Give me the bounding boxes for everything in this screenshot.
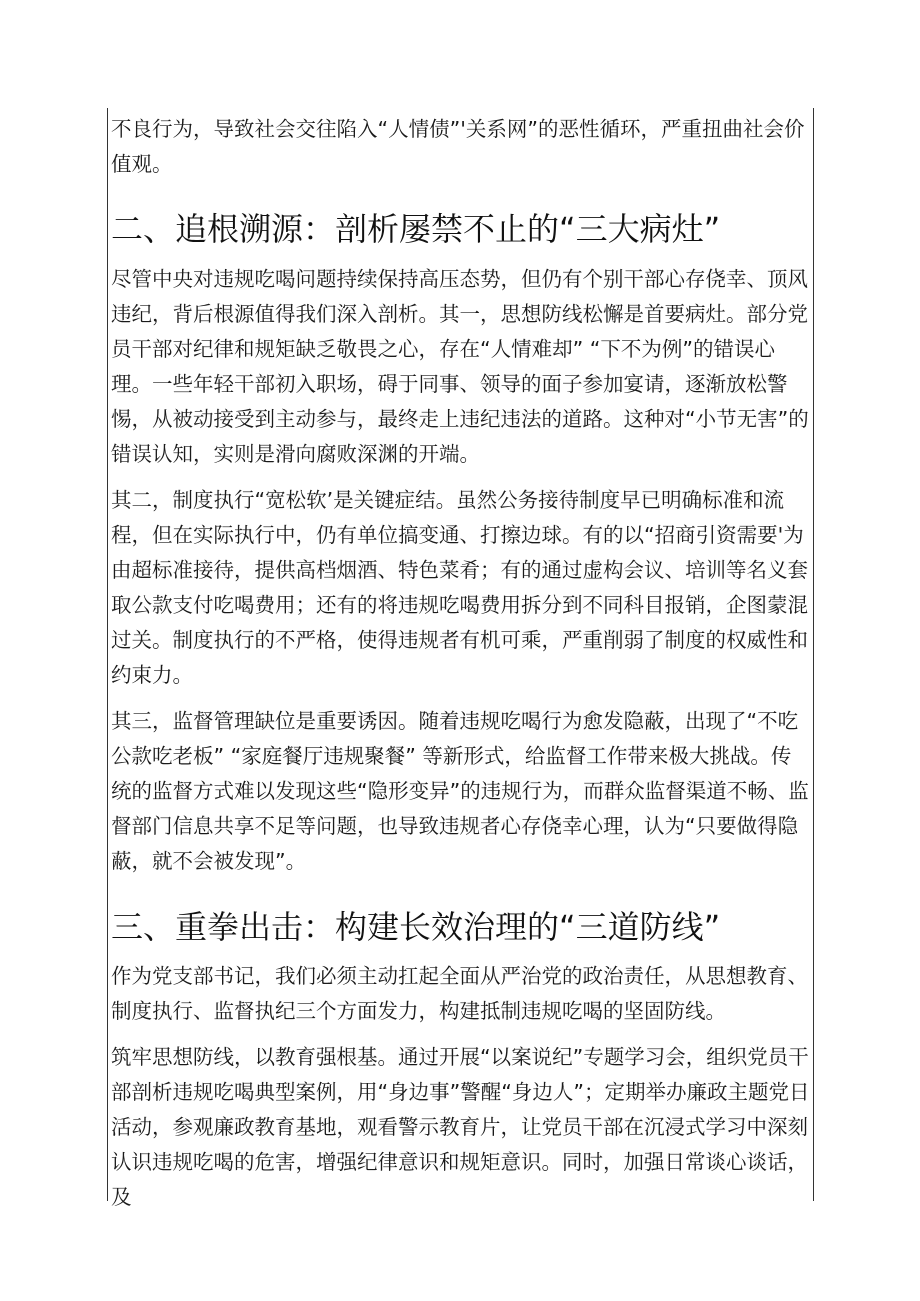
table-border-right: [813, 108, 814, 1201]
section-2-heading: 二、追根溯源：剖析屡禁不止的“三大病灶”: [111, 210, 721, 248]
table-border-left: [107, 108, 108, 1201]
section-2-paragraph-2: 其二，制度执行“宽松软’是关键症结。虽然公务接待制度早已明确标准和流程，但在实际执行中，仍有单位搞变通、打擦边球。有的以“招商引资需要'为由超标准接待，提供高档烟酒、特色菜肴；有的通过虚构会议、培训等名义套取公款支付吃喝费用；还有的将违规吃喝费用拆分到不同科目报销，企图蒙混过关。制度执行的不严格，使得违规者有机可乘，严重削弱了制度的权威性和约束力。: [111, 488, 808, 687]
section-2-paragraph-1: 尽管中央对违规吃喝问题持续保持高压态势，但仍有个别干部心存侥幸、顶风违纪，背后根源值得我们深入剖析。其一，思想防线松懈是首要病灶。部分党员干部对纪律和规矩缺乏敬畏之心，存在“人情难却” “下不为例”的错误心理。一些年轻干部初入职场，碍于同事、领导的面子参加宴请，逐渐放松警惕，从被动接受到主动参与，最终走上违纪违法的道路。这种对“小节无害”的错误认知，实则是滑向腐败深渊的开端。: [111, 267, 809, 466]
section-2-paragraph-3: 其三，监督管理缺位是重要诱因。随着违规吃喝行为愈发隐蔽，出现了“不吃公款吃老板” “家庭餐厅违规聚餐” 等新形式，给监督工作带来极大挑战。传统的监督方式难以发现这些“隐形变异”的违规行为，而群众监督渠道不畅、监督部门信息共享不足等问题，也导致违规者心存侥幸心理，认为“只要做得隐蔽，就不会被发现”。: [111, 709, 809, 873]
section-3-heading: 三、重拳出击：构建长效治理的“三道防线”: [111, 908, 721, 946]
section-3-paragraph-2: 筑牢思想防线，以教育强根基。通过开展“以案说纪”专题学习会，组织党员干部剖析违规吃喝典型案例，用“身边事”警醒“身边人”；定期举办廉政主题党日活动，参观廉政教育基地，观看警示教育片，让党员干部在沉浸式学习中深刻认识违规吃喝的危害，增强纪律意识和规矩意识。同时，加强日常谈心谈话，及: [111, 1045, 810, 1209]
section-3-paragraph-1: 作为党支部书记，我们必须主动扛起全面从严治党的政治责任，从思想教育、制度执行、监督执纪三个方面发力，构建抵制违规吃喝的坚固防线。: [111, 964, 808, 1023]
continuation-paragraph: 不良行为，导致社会交往陷入“人情债”'关系网”的恶性循环，严重扭曲社会价值观。: [111, 117, 805, 176]
document-body: [111, 112, 811, 1215]
